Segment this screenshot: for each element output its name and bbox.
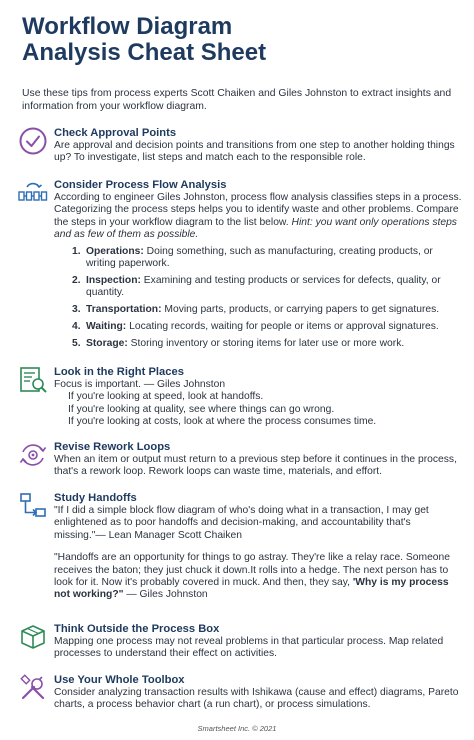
list-item: 2. Inspection: Examining and testing products or services for defects, quality, or quantity.	[72, 274, 441, 299]
check-circle-icon	[18, 126, 48, 156]
toolbox-text: Consider analyzing transaction results with Ishikawa (cause and effect) diagrams, Pareto charts, a process behavior chart (a run chart), or process simulations.	[54, 687, 459, 711]
toolbox-heading: Use Your Whole Toolbox	[54, 674, 185, 686]
flow-description: According to engineer Giles Johnston, process flow analysis classifies steps in a process. Categorizing the process steps helps you to identify waste and other problems. Compare the steps in your workflow diagram to the list below.	[54, 192, 462, 228]
handoffs-quote-1: "If I did a simple block flow diagram of who's doing what in a transaction, I may get enlightened as to poor handoffs and decision-making, and accountability that's missing."— Lean Manager Scott Chaiken	[54, 505, 429, 541]
list-item: 5. Storage: Storing inventory or storing items for later use or more work.	[72, 338, 405, 350]
places-line: If you're looking at quality, see where things can go wrong.	[68, 403, 335, 415]
title-line-2: Analysis Cheat Sheet	[22, 39, 267, 66]
approval-text: Are approval and decision points and transitions from one step to another holding things up? To investigate, list steps and match each to the responsible role.	[54, 140, 455, 164]
page-title	[22, 14, 462, 66]
document-search-icon	[18, 365, 48, 395]
handoffs-quote-2-attribution: — Giles Johnston	[123, 589, 208, 601]
flow-text	[54, 192, 464, 242]
list-item: 4. Waiting: Locating records, waiting for people or items or approval signatures.	[72, 321, 439, 333]
tools-icon	[18, 673, 48, 703]
handoffs-quote-2-bold: 'Why is my process not working?"	[54, 577, 449, 601]
box-icon	[18, 622, 48, 652]
places-line: If you're looking at speed, look at handoffs.	[68, 391, 264, 403]
step-type-list	[72, 246, 464, 351]
list-item: 3. Transportation: Moving parts, products, or carrying papers to get signatures.	[72, 304, 440, 316]
flow-hint: Hint: you want only operations steps and as few of them as possible.	[54, 216, 457, 241]
rework-loop-icon	[18, 440, 48, 470]
intro-text: Use these tips from process experts Scott Chaiken and Giles Johnston to extract insights and information from your workflow diagram.	[22, 88, 452, 112]
rework-heading: Revise Rework Loops	[54, 441, 171, 453]
box-text: Mapping one process may not reveal problems in that particular process. Map related processes to understand their effect on activities.	[54, 636, 444, 660]
flow-heading: Consider Process Flow Analysis	[54, 179, 227, 191]
handoffs-quote-2: "Handoffs are an opportunity for things to go astray. They're like a relay race. Someone receives the baton; they just chuck it down.It rolls into a hedge. The next person has to look for it. Now it's probably covered in muck. And then, they say, 'Why is my process not working?" — Giles Johnston	[54, 552, 450, 601]
places-heading: Look in the Right Places	[54, 366, 184, 378]
footer-copyright: Smartsheet Inc. © 2021	[197, 724, 277, 733]
places-quote: Focus is important. — Giles Johnston	[54, 379, 226, 390]
places-line: If you're looking at costs, look at where the process consumes time.	[68, 416, 377, 428]
process-flow-icon	[18, 178, 48, 208]
list-item: 1. Operations: Doing something, such as manufacturing, creating products, or writing paperwork.	[72, 245, 433, 270]
title-line-1: Workflow Diagram	[22, 13, 233, 40]
handoff-icon	[18, 491, 48, 521]
approval-heading: Check Approval Points	[54, 127, 177, 139]
rework-text: When an item or output must return to a previous step before it continues in the process, that's a rework loop. Rework loops can waste time, materials, and effort.	[54, 454, 457, 478]
box-heading: Think Outside the Process Box	[54, 623, 220, 635]
handoffs-heading: Study Handoffs	[54, 492, 137, 504]
